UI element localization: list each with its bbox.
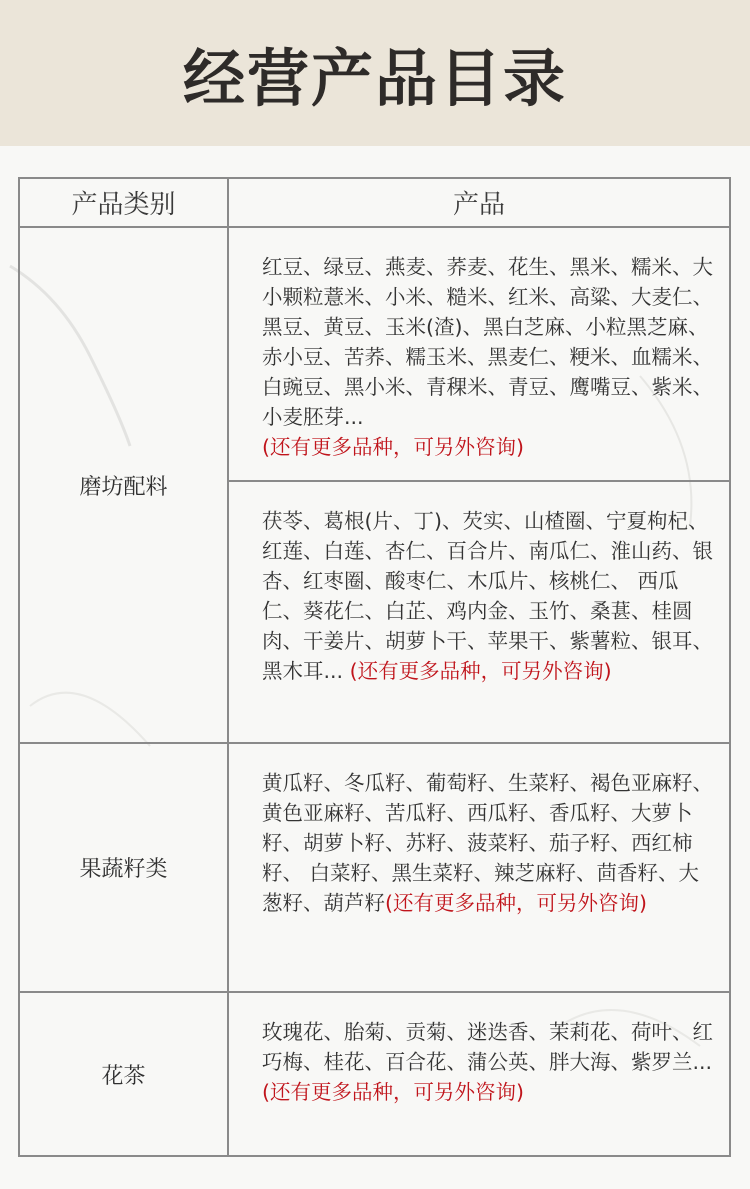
product-cell [228, 992, 730, 1156]
product-table [18, 177, 731, 1157]
table-header-row [19, 178, 730, 227]
product-cell [228, 743, 730, 992]
more-note: (还有更多品种，可另外咨询) [262, 1080, 524, 1104]
category-cell: 花茶 [19, 992, 228, 1156]
title-banner [0, 0, 750, 146]
product-cell [228, 481, 730, 743]
more-note: (还有更多品种，可另外咨询) [349, 659, 612, 683]
product-list: 黄瓜籽、冬瓜籽、葡萄籽、生菜籽、褐色亚麻籽、黄色亚麻籽、苦瓜籽、西瓜籽、香瓜籽、大萝卜籽、胡萝卜籽、苏籽、菠菜籽、茄子籽、西红柿籽、 白菜籽、黑生菜籽、辣芝麻籽、茴香籽、大葱籽、葫芦籽 [262, 771, 713, 915]
table-row [19, 992, 730, 1156]
product-list: 玫瑰花、胎菊、贡菊、迷迭香、茉莉花、荷叶、红巧梅、桂花、百合花、蒲公英、胖大海、紫罗兰... [262, 1020, 713, 1074]
table-row [19, 227, 730, 481]
header-product: 产品 [228, 178, 730, 227]
table-row [19, 743, 730, 992]
product-list: 红豆、绿豆、燕麦、荞麦、花生、黑米、糯米、大小颗粒薏米、小米、糙米、红米、高粱、大麦仁、黑豆、黄豆、玉米(渣)、黑白芝麻、小粒黑芝麻、赤小豆、苦荞、糯玉米、黑麦仁、粳米、血糯米、白豌豆、黑小米、青稞米、青豆、鹰嘴豆、紫米、小麦胚芽... [262, 255, 713, 429]
header-category: 产品类别 [19, 178, 228, 227]
category-cell: 磨坊配料 [19, 227, 228, 743]
more-note: (还有更多品种，可另外咨询) [262, 435, 524, 459]
product-list: 茯苓、葛根(片、丁)、芡实、山楂圈、宁夏枸杞、红莲、白莲、杏仁、百合片、南瓜仁、淮山药、银杏、红枣圈、酸枣仁、木瓜片、核桃仁、 西瓜仁、葵花仁、白芷、鸡内金、玉竹、桑葚、桂圆肉、干姜片、胡萝卜干、苹果干、紫薯粒、银耳、黑木耳... [262, 509, 713, 683]
product-cell [228, 227, 730, 481]
page-title: 经营产品目录 [182, 41, 567, 115]
more-note: (还有更多品种，可另外咨询) [385, 891, 647, 915]
category-cell: 果蔬籽类 [19, 743, 228, 992]
